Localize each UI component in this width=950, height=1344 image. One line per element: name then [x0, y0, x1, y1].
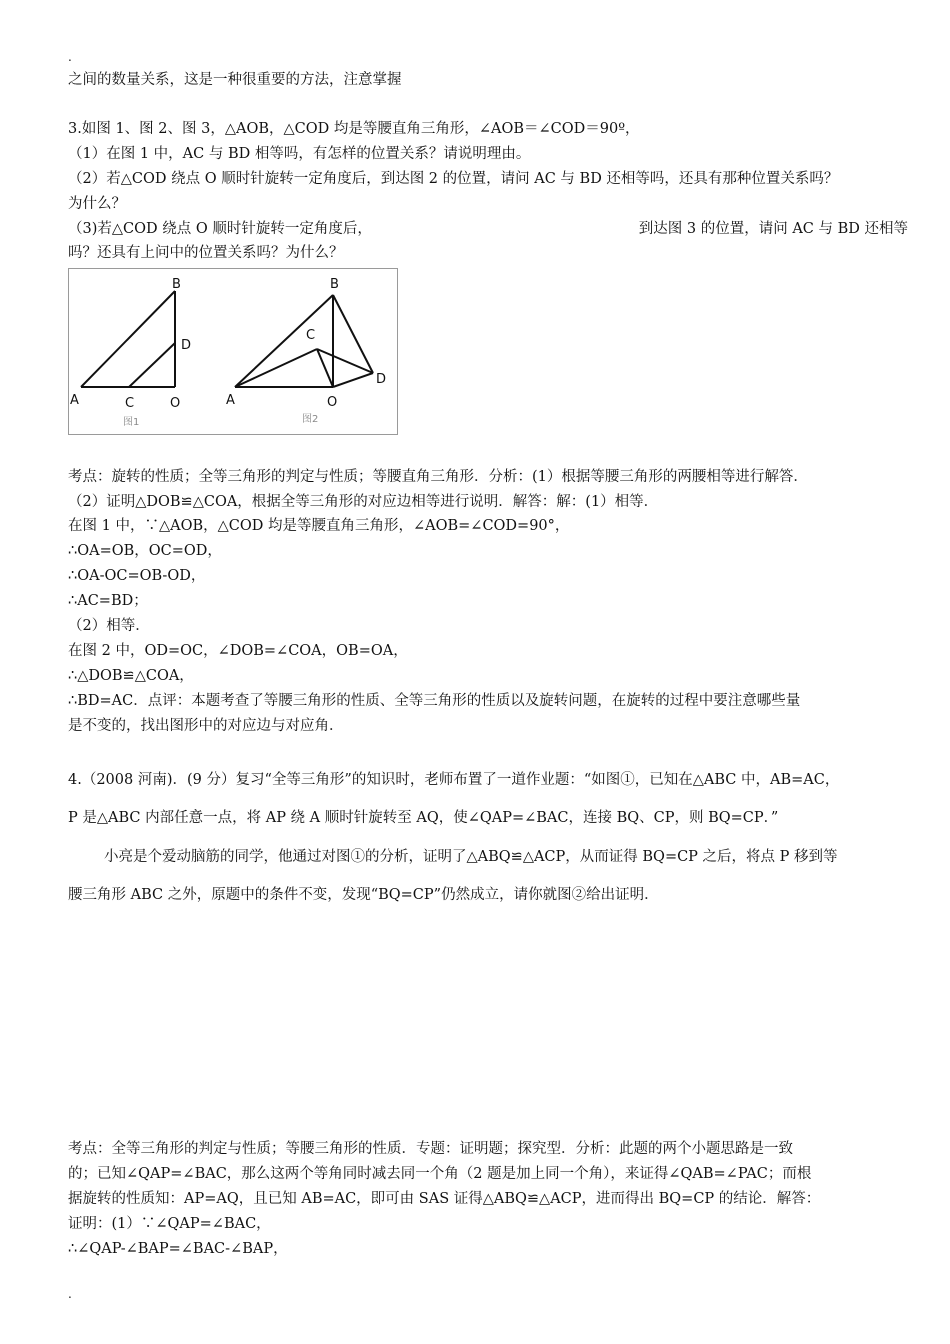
q3-solution-line-7: （2）相等．	[68, 618, 150, 634]
q3-figure-svg	[69, 269, 397, 434]
fig1-label-b: B	[172, 277, 181, 292]
q3-stem: 3.如图 1、图 2、图 3，△AOB，△COD 均是等腰直角三角形，∠AOB＝∠COD＝90º，	[68, 121, 640, 137]
q4-line-3: 小亮是个爱动脑筋的同学，他通过对图①的分析，证明了△ABQ≌△ACP，从而证得 BQ=CP 之后，将点 P 移到等	[104, 849, 838, 865]
q3-solution-line-8: 在图 2 中，OD=OC，∠DOB=∠COA，OB=OA，	[68, 643, 408, 659]
q3-solution-line-11: 是不变的，找出图形中的对应边与对应角．	[68, 718, 344, 734]
q3-part3-line1	[68, 219, 908, 239]
fig1-segment-cd	[129, 343, 175, 387]
q4-solution-line-2: 的；已知∠QAP=∠BAC，那么这两个等角同时减去同一个角（2 题是加上同一个角），来证得∠QAB=∠PAC；而根	[68, 1166, 812, 1182]
fig1-label-a: A	[70, 393, 79, 408]
q3-part1: （1）在图 1 中，AC 与 BD 相等吗，有怎样的位置关系？请说明理由。	[68, 146, 531, 162]
q3-solution-line-5: ∴OA-OC=OB-OD，	[68, 568, 206, 584]
q3-part3-left: （3)若△COD 绕点 O 顺时针旋转一定角度后，	[68, 221, 372, 237]
fig2-segment-od	[333, 373, 373, 387]
fig2-label-o: O	[327, 395, 338, 410]
fig1-label-d: D	[181, 338, 192, 353]
bottom-dot: .	[68, 1287, 72, 1301]
q4-line-1: 4.（2008 河南)．(9 分）复习“全等三角形”的知识时，老师布置了一道作业题：“如图①，已知在△ABC 中，AB=AC，	[68, 772, 840, 788]
fig2-caption: 图2	[302, 414, 319, 425]
q4-line-2: P 是△ABC 内部任意一点，将 AP 绕 A 顺时针旋转至 AQ，使∠QAP=∠BAC，连接 BQ、CP，则 BQ=CP．”	[68, 810, 779, 826]
q3-solution-line-10: ∴BD=AC．点评：本题考查了等腰三角形的性质、全等三角形的性质以及旋转问题，在旋转的过程中要注意哪些量	[68, 693, 801, 709]
fig2-segment-ab	[235, 295, 333, 387]
q3-solution-line-1: 考点：旋转的性质；全等三角形的判定与性质；等腰直角三角形．分析：(1）根据等腰三角形的两腰相等进行解答．	[68, 469, 808, 485]
q3-part3-right: 到达图 3 的位置，请问 AC 与 BD 还相等	[638, 221, 908, 237]
fig1-segment-ab	[81, 291, 175, 387]
q4-solution-line-5: ∴∠QAP-∠BAP=∠BAC-∠BAP，	[68, 1241, 288, 1257]
fig1-caption: 图1	[123, 417, 140, 428]
q4-solution-line-1: 考点：全等三角形的判定与性质；等腰三角形的性质．专题：证明题；探究型．分析：此题的两个小题思路是一致	[68, 1141, 793, 1157]
fig1-label-o: O	[170, 396, 181, 411]
q3-solution-line-3: 在图 1 中，∵△AOB，△COD 均是等腰直角三角形，∠AOB=∠COD=90°，	[68, 518, 570, 534]
fig2-label-c: C	[306, 328, 316, 343]
q4-solution-line-4: 证明：(1）∵∠QAP=∠BAC，	[68, 1216, 271, 1232]
fig2-segment-bd	[333, 295, 373, 373]
fig2-label-a: A	[226, 393, 235, 408]
q3-solution-line-6: ∴AC=BD；	[68, 593, 148, 609]
q3-figure	[68, 268, 398, 435]
fig1-label-c: C	[125, 396, 135, 411]
top-dot: .	[68, 50, 72, 64]
q3-part2-line1: （2）若△COD 绕点 O 顺时针旋转一定角度后，到达图 2 的位置，请问 AC 与 BD 还相等吗，还具有那种位置关系吗？	[68, 171, 839, 187]
q3-solution-line-4: ∴OA=OB，OC=OD，	[68, 543, 222, 559]
q4-solution-line-3: 据旋转的性质知：AP=AQ，且已知 AB=AC，即可由 SAS 证得△ABQ≌△ACP，进而得出 BQ=CP 的结论．解答：	[68, 1191, 821, 1207]
q3-solution-line-9: ∴△DOB≌△COA，	[68, 668, 194, 684]
q3-solution-line-2: （2）证明△DOB≌△COA，根据全等三角形的对应边相等进行说明．解答：解：(1）相等．	[68, 494, 659, 510]
q3-part2-line2: 为什么？	[68, 196, 126, 212]
fig2-segment-ac	[235, 349, 317, 387]
fig2-label-b: B	[330, 277, 339, 292]
intro-line: 之间的数量关系，这是一种很重要的方法，注意掌握	[68, 72, 402, 88]
figure-2	[235, 295, 373, 387]
q3-part3-line2: 吗？还具有上问中的位置关系吗？为什么？	[68, 245, 344, 261]
fig2-label-d: D	[376, 372, 387, 387]
q4-line-4: 腰三角形 ABC 之外，原题中的条件不变，发现“BQ=CP”仍然成立，请你就图②给出证明．	[68, 887, 659, 903]
figure-1	[81, 291, 175, 387]
